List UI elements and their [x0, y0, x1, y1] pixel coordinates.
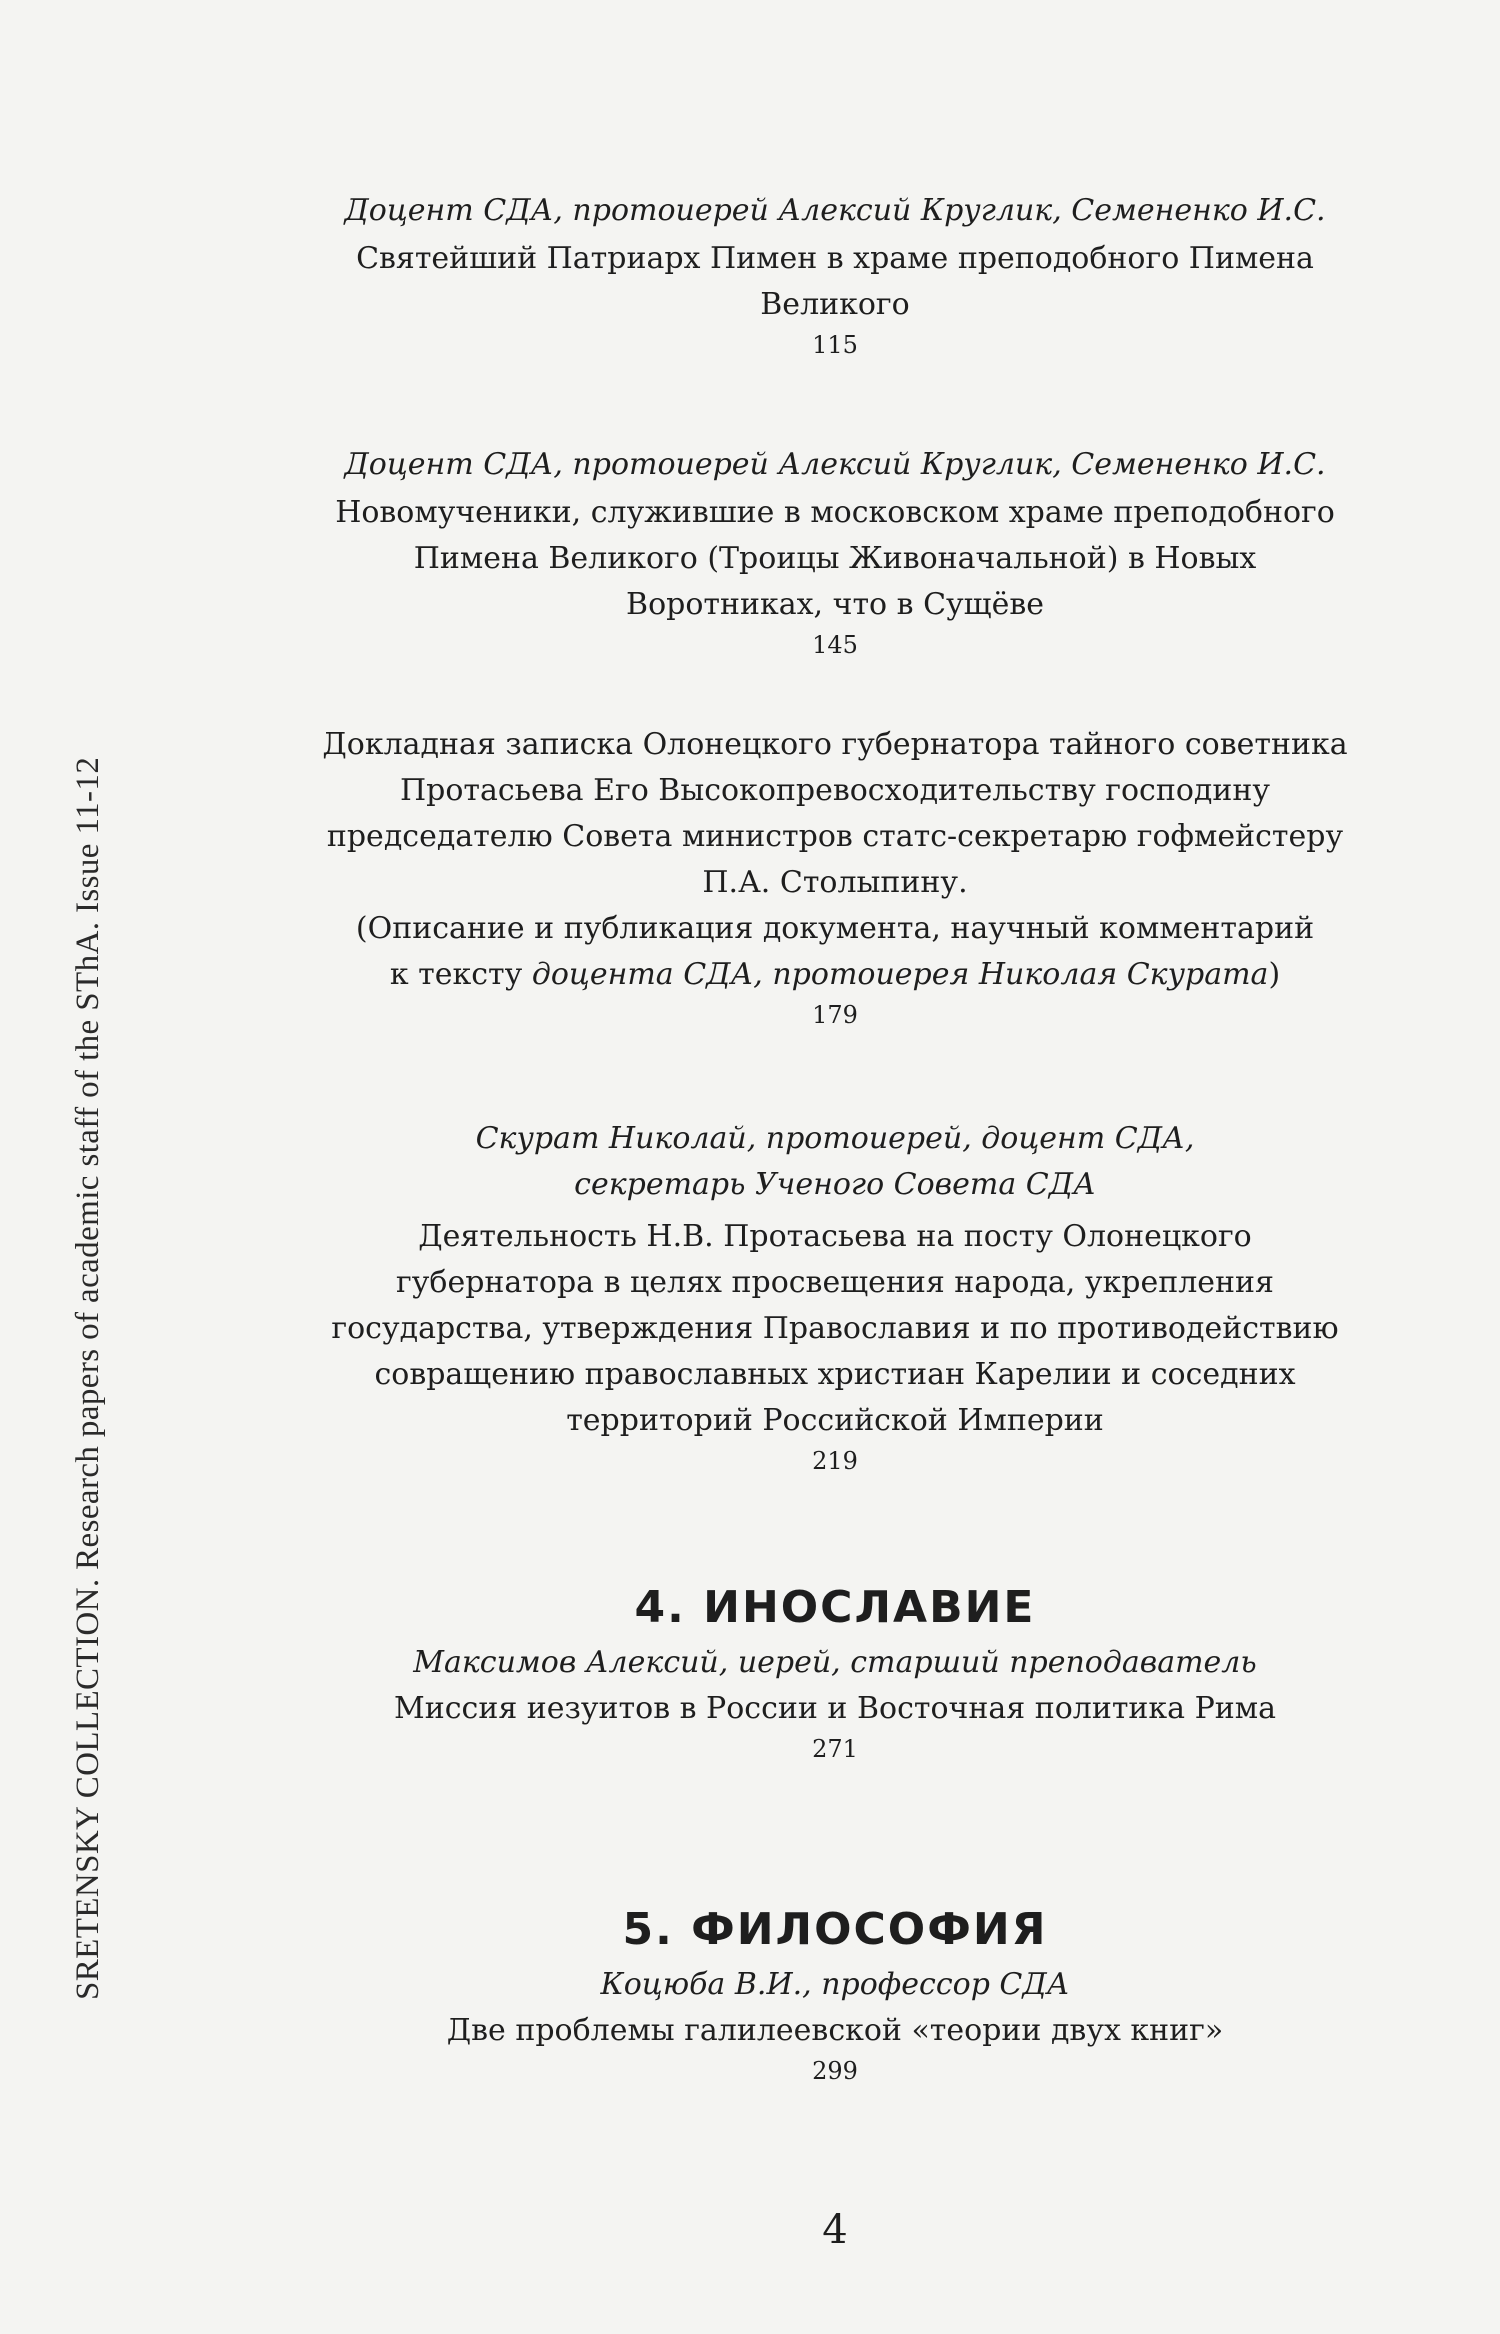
entry-title-line: государства, утверждения Православия и по противодействию	[331, 1311, 1339, 1346]
entry-title-line: Воротниках, что в Сущёве	[626, 587, 1044, 622]
toc-entry	[170, 442, 1500, 674]
spine-running-title: SRETENSKY COLLECTION. Research papers of academic staff of the SThA. Issue 11-12	[70, 756, 106, 2000]
entry-title-line: председателю Совета министров статс-секретарю гофмейстеру	[326, 819, 1344, 854]
entry-title-line: Деятельность Н.В. Протасьева на посту Олонецкого	[418, 1219, 1252, 1254]
toc-entry	[170, 188, 1500, 374]
entry-title-line: Пимена Великого (Троицы Живоначальной) в Новых	[413, 541, 1257, 576]
entry-title-line: Протасьева Его Высокопревосходительству господину	[399, 773, 1271, 808]
toc-section	[170, 1900, 1500, 2100]
section-heading: 5. ФИЛОСОФИЯ	[622, 1904, 1048, 1955]
entry-author: Скурат Николай, протоиерей, доцент СДА,	[475, 1121, 1195, 1156]
toc-section	[170, 1578, 1500, 1778]
toc-entry	[170, 722, 1500, 1044]
entry-author: Доцент СДА, протоиерей Алексий Круглик, Семененко И.С.	[344, 447, 1326, 482]
entry-title-text: к тексту	[389, 957, 532, 992]
entry-title-line: Святейший Патриарх Пимен в храме преподобного Пимена	[356, 241, 1314, 276]
entry-page-number: 145	[812, 631, 858, 659]
entry-page-number: 219	[812, 1447, 858, 1475]
entry-page-number: 115	[812, 331, 858, 359]
entry-title-line: П.А. Столыпину.	[702, 865, 968, 900]
entry-title-text: )	[1268, 957, 1281, 992]
entry-title-line: (Описание и публикация документа, научный комментарий	[355, 911, 1315, 946]
entry-title-line-mixed	[170, 952, 1500, 998]
entry-author: Доцент СДА, протоиерей Алексий Круглик, Семененко И.С.	[344, 193, 1326, 228]
page-folio: 4	[822, 2207, 848, 2253]
entry-commentator: доцента СДА, протоиерея Николая Скурата	[531, 957, 1269, 992]
entry-author: Максимов Алексий, иерей, старший преподаватель	[413, 1645, 1257, 1680]
entry-page-number: 299	[812, 2057, 858, 2085]
entry-author: секретарь Ученого Совета СДА	[574, 1167, 1096, 1202]
entry-title-line: Две проблемы галилеевской «теории двух книг»	[446, 2013, 1224, 2048]
entry-title-line: Новомученики, служившие в московском храме преподобного	[335, 495, 1335, 530]
toc-entry	[170, 1116, 1500, 1490]
section-heading: 4. ИНОСЛАВИЕ	[634, 1582, 1036, 1633]
entry-title-line: Миссия иезуитов в России и Восточная политика Рима	[394, 1691, 1276, 1726]
entry-title-line: губернатора в целях просвещения народа, укрепления	[396, 1265, 1274, 1300]
entry-author: Коцюба В.И., профессор СДА	[600, 1967, 1070, 2002]
entry-title-line: Великого	[760, 287, 910, 322]
entry-page-number: 271	[812, 1735, 858, 1763]
entry-title-line: Докладная записка Олонецкого губернатора тайного советника	[322, 727, 1348, 762]
entry-title-line: совращению православных христиан Карелии и соседних	[374, 1357, 1296, 1392]
entry-page-number: 179	[812, 1001, 858, 1029]
entry-title-line: территорий Российской Империи	[566, 1403, 1104, 1438]
